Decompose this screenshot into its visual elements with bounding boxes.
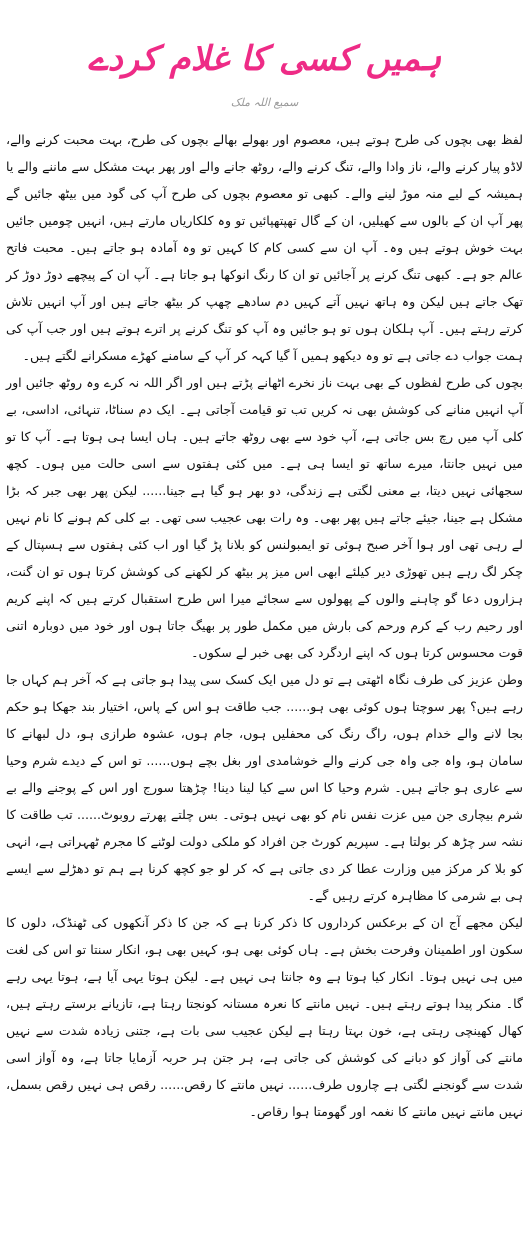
author-byline: سمیع اللہ ملک [230, 96, 299, 109]
paragraph: لفظ بھی بچوں کی طرح ہوتے ہیں، معصوم اور بھولے بھالے بچوں کی طرح، بہت محبت کرنے والے، لاڈو پیار کرنے والے، ناز وادا والے، تنگ کرنے والے، روٹھ جانے والے اور پھر بہت مشکل سے ماننے والے یا ہمیشہ کے لیے منہ موڑ لینے والے۔ کبھی تو معصوم بچوں کی طرح آپ کی گود میں بیٹھ جائیں گے پھر آپ ان کے بالوں سے کھیلیں، ان کے گال تھپتھپائیں تو وہ کلکاریاں مارتے ہیں، انہیں چومیں جائیں بہت خوش ہوتے ہیں وہ۔ آپ ان سے کسی کام کا کہیں تو وہ آمادہ ہو جاتے ہیں۔ محبت فاتح عالم جو ہے۔ کبھی تنگ کرنے پر آجائیں تو ان کا رنگ انوکھا ہو جاتا ہے۔ آپ ان کے پیچھے دوڑ دوڑ کر تھک جاتے ہیں لیکن وہ ہاتھ نہیں آتے کہیں دم سادھے چھپ کر بیٹھ جاتے ہیں اور آپ انہیں تلاش کرتے رہتے ہیں۔ آپ ہلکان ہوں تو ہو جائیں وہ آپ کو تنگ کرنے پر اترے ہوتے ہیں اور جب آپ کی ہمت جواب دے جاتی ہے تو وہ دیکھو ہمیں آ گیا کہہ کر آپ کے سامنے کھڑے مسکرانے لگتے ہیں۔ [5, 132, 523, 363]
article-body [6, 126, 523, 1125]
paragraph: لیکن مجھے آج ان کے برعکس کرداروں کا ذکر کرنا ہے کہ جن کا ذکر آنکھوں کی ٹھنڈک، دلوں کا سکون اور اطمینان وفرحت بخش ہے۔ ہاں کوئی بھی ہو، کہیں بھی ہو، انکار سنتا تو اس کی لغت میں ہی نہیں ہوتا۔ انکار کیا ہوتا ہے وہ جانتا ہی نہیں ہے۔ لیکن ہوتا یہی آیا ہے، ہوتا یہی رہے گا۔ منکر پیدا ہوتے رہتے ہیں۔ نہیں مانتے کا نعرہ مستانہ کونجتا رہتا ہے، تازیانے برستے رہتے ہیں، کھال کھینچی رہتی ہے، خون بہتا رہتا ہے لیکن عجیب سی بات ہے، جتنی زیادہ شدت سے نہیں مانتے کی آواز کو دبانے کی کوشش کی جاتی ہے، ہر جتن ہر حربہ آزمایا جاتا ہے، وہ آواز اسی شدت سے گونجنے لگتی ہے چاروں طرف...... نہیں مانتے کا رقص...... رقص ہی نہیں رقص بسمل، نہیں مانتے نہیں مانتے کا نغمہ اور گھومتا ہوا رقاص۔ [6, 915, 523, 1119]
paragraph: وطن عزیز کی طرف نگاہ اٹھتی ہے تو دل میں ایک کسک سی پیدا ہو جاتی ہے کہ آخر ہم کہاں جا رہے ہیں؟ پھر سوچتا ہوں کوئی بھی ہو...... جب طاقت ہو اس کے پاس، اختیار بند جھکا ہو حکم بجا لانے والے خدام ہوں، راگ رنگ کی محفلیں ہوں، جام ہوں، عشوہ طرازی ہو، دل لبھانے کا سامان ہو، واہ جی واہ جی کرنے والے خوشامدی اور بغل بچے ہوں...... تو اس کے دیدے شرم وحیا سے عاری ہو جاتے ہیں۔ شرم وحیا کا اس سے کیا لینا دینا! چڑھتا سورج اور اس کے پوجنے والے بے شرم بیچاری جن میں عزت نفس نام کو بھی نہیں ہوتی۔ بس چلتے پھرتے روبوٹ...... تب طاقت کا نشہ سر چڑھ کر بولتا ہے۔ سپریم کورٹ جن افراد کو ملکی دولت لوٹنے کا مجرم ٹھہراتی ہے، انہی کو بلا کر مرکز میں وزارت عطا کر دی جاتی ہے کہ کر لو جو کچھ کرنا ہے ہم تو دھڑلے سے ایسے ہی بے شرمی کا مظاہرہ کرتے رہیں گے۔ [6, 672, 523, 903]
paragraph: بچوں کی طرح لفظوں کے بھی بہت ناز نخرے اٹھانے پڑتے ہیں اور اگر اللہ نہ کرے وہ روٹھ جائیں اور آپ انہیں منانے کی کوشش بھی نہ کریں تب تو قیامت آجاتی ہے۔ ایک دم سناٹا، تنہائی، اداسی، بے کلی آپ میں رچ بس جاتی ہے، آپ خود سے بھی روٹھ جاتے ہیں۔ ہاں ایسا ہی ہوتا ہے۔ آپ کا تو میں نہیں جانتا، میرے ساتھ تو ایسا ہی ہے۔ میں کئی ہفتوں سے اسی حالت میں ہوں۔ کچھ سجھائی نہیں دیتا، بے معنی لگتی ہے زندگی، دو بھر ہو گیا ہے جینا...... لیکن پھر بھی جبر کہ بڑا مشکل ہے جینا، جیئے جاتے ہیں پھر بھی۔ وہ رات بھی عجیب سی تھی۔ بے کلی کم ہونے کا نام نہیں لے رہی تھی اور ہوا آخر صبح ہوئی تو ایمبولنس کو بلانا پڑ گیا اور اب کئی ہفتوں سے ہسپتال کے چکر لگ رہے ہیں تھوڑی دیر کیلئے ابھی اس میز پر بیٹھ کر لکھنے کی کوشش کرتا ہوں تو ان گنت، ہزاروں دعا گو چاہنے والوں کے پھولوں سے سجائے میرا اس طرح استقبال کرتے ہیں کہ اپنے کریم اور رحیم رب کے کرم ورحم کی بارش میں مکمل طور پر بھیگ جاتا ہوں اور خود میں دوبارہ اتنی قوت محسوس کرتا ہوں کہ اپنے اردگرد کی بھی خبر لے سکوں۔ [6, 375, 523, 660]
article-title: ہمیں کسی کا غلام کردے [87, 39, 442, 79]
